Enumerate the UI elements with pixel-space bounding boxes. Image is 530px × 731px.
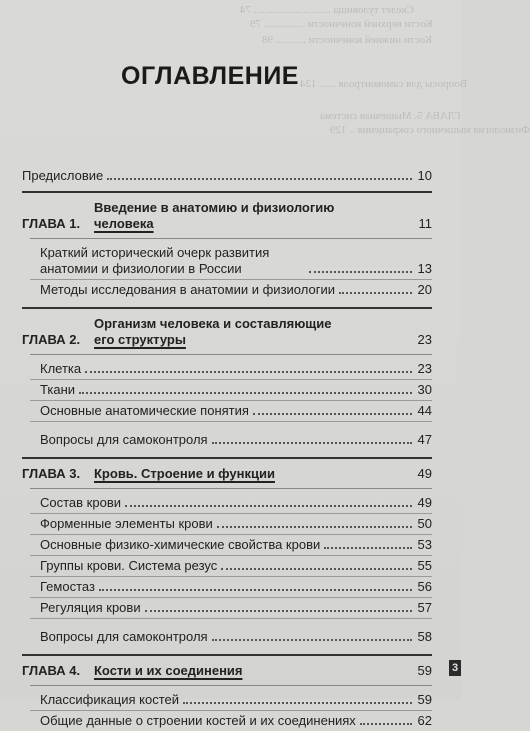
- toc-entry[interactable]: [30, 598, 432, 619]
- toc-entry-text: Гемостаз: [40, 579, 95, 594]
- toc-entry-text: Ткани: [40, 382, 76, 397]
- toc-entry[interactable]: [30, 711, 432, 731]
- toc-entry[interactable]: [30, 535, 432, 556]
- chapter-page-number: 11: [418, 216, 432, 231]
- toc-entry-text: Вопросы для самоконтроля: [40, 629, 208, 644]
- leader-dots: [253, 413, 412, 415]
- toc-entry-text: Основные физико-химические свойства крови: [40, 537, 321, 552]
- leader-dots: [79, 392, 412, 394]
- toc-page-number: 62: [417, 713, 432, 728]
- chapter-heading-2[interactable]: [22, 307, 432, 348]
- toc-page-number: 10: [417, 168, 432, 183]
- leader-dots: [309, 271, 412, 273]
- toc-entry[interactable]: [30, 359, 432, 380]
- leader-dots: [217, 526, 412, 528]
- leader-dots: [107, 178, 412, 180]
- toc-entry-review[interactable]: [30, 430, 432, 450]
- leader-dots: [85, 371, 412, 373]
- toc-entry-text: Предисловие: [22, 168, 104, 183]
- chapter-page-number: 23: [417, 332, 432, 347]
- leader-dots: [183, 702, 412, 704]
- toc-entry[interactable]: [30, 690, 432, 711]
- toc-entry-text: Основные анатомические понятия: [40, 403, 249, 418]
- toc-entry[interactable]: [30, 243, 432, 280]
- leader-dots: [99, 589, 412, 591]
- toc-page-number: 20: [417, 282, 432, 297]
- toc-entry[interactable]: [30, 493, 432, 514]
- chapter-page-number: 49: [417, 466, 432, 481]
- chapter-label: ГЛАВА 2.: [22, 332, 81, 347]
- toc-page-number: 50: [417, 516, 432, 531]
- toc-page-number: 47: [417, 432, 432, 447]
- toc-page-number: 44: [417, 403, 432, 418]
- toc-page-number: 30: [417, 382, 432, 397]
- toc-entry[interactable]: [30, 401, 432, 422]
- chapter-1-sections: [30, 238, 432, 300]
- toc-entry[interactable]: [30, 380, 432, 401]
- toc-entry-text: Состав крови: [40, 495, 121, 510]
- chapter-2-sections: [30, 354, 432, 450]
- toc-page-number: 55: [417, 558, 432, 573]
- leader-dots: [360, 723, 412, 725]
- toc-entry[interactable]: [30, 514, 432, 535]
- chapter-title: Кости и их соединения: [94, 663, 243, 678]
- toc-entry-text: Краткий исторический очерк развития анатомии и физиологии в России: [40, 245, 270, 276]
- toc-entry-text: Общие данные о строении костей и их соединениях: [40, 713, 356, 728]
- chapter-label: ГЛАВА 3.: [22, 466, 81, 481]
- spacer: [30, 619, 432, 627]
- toc-entry-text: Группы крови. Система резус: [40, 558, 218, 573]
- toc-page-number: 57: [417, 600, 432, 615]
- leader-dots: [212, 639, 412, 641]
- toc-entry-text: Форменные элементы крови: [40, 516, 213, 531]
- toc-page-number: 56: [417, 579, 432, 594]
- chapter-title: Введение в анатомию и физиологию человека: [94, 200, 335, 231]
- toc-entry[interactable]: [30, 577, 432, 598]
- chapter-heading-3[interactable]: [22, 457, 432, 482]
- table-of-contents: [22, 168, 432, 731]
- toc-entry-text: Классификация костей: [40, 692, 180, 707]
- chapter-label: ГЛАВА 4.: [22, 663, 81, 678]
- page-title: ОГЛАВЛЕНИЕ: [121, 62, 299, 90]
- toc-entry-text: Методы исследования в анатомии и физиологии: [40, 282, 335, 297]
- leader-dots: [221, 568, 412, 570]
- leader-dots: [339, 292, 412, 294]
- chapter-heading-4[interactable]: [22, 654, 432, 679]
- toc-entry-preface[interactable]: [22, 168, 432, 184]
- toc-entry-review[interactable]: [30, 627, 432, 647]
- bleed-through-text: Скелет туловища ............................ 74 Кости верхней конечности ............... 79 Кости нижней конечности ........... 98 Вопросы для самоконтроля ...... 124 ГЛАВА 5. Мышечная система Физиология мышечного сокращения .. 129: [240, 4, 530, 136]
- toc-page-number: 13: [417, 261, 432, 276]
- page-number-tab: 3: [449, 660, 461, 676]
- toc-page-number: 58: [417, 629, 432, 644]
- toc-entry-text: Регуляция крови: [40, 600, 141, 615]
- chapter-title: Организм человека и составляющие его структуры: [94, 316, 332, 347]
- chapter-heading-1[interactable]: [22, 191, 432, 232]
- leader-dots: [145, 610, 412, 612]
- toc-entry[interactable]: [30, 556, 432, 577]
- chapter-4-sections: [30, 685, 432, 731]
- leader-dots: [324, 547, 412, 549]
- leader-dots: [125, 505, 412, 507]
- toc-page-number: 59: [417, 692, 432, 707]
- toc-page-number: 49: [417, 495, 432, 510]
- spacer: [30, 422, 432, 430]
- chapter-label: ГЛАВА 1.: [22, 216, 81, 231]
- toc-page-number: 53: [417, 537, 432, 552]
- toc-entry-text: Клетка: [40, 361, 82, 376]
- toc-page-number: 23: [417, 361, 432, 376]
- chapter-title: Кровь. Строение и функции: [94, 466, 275, 481]
- toc-entry-text: Вопросы для самоконтроля: [40, 432, 208, 447]
- leader-dots: [212, 442, 412, 444]
- chapter-3-sections: [30, 488, 432, 647]
- chapter-page-number: 59: [417, 663, 432, 678]
- toc-entry[interactable]: [30, 280, 432, 300]
